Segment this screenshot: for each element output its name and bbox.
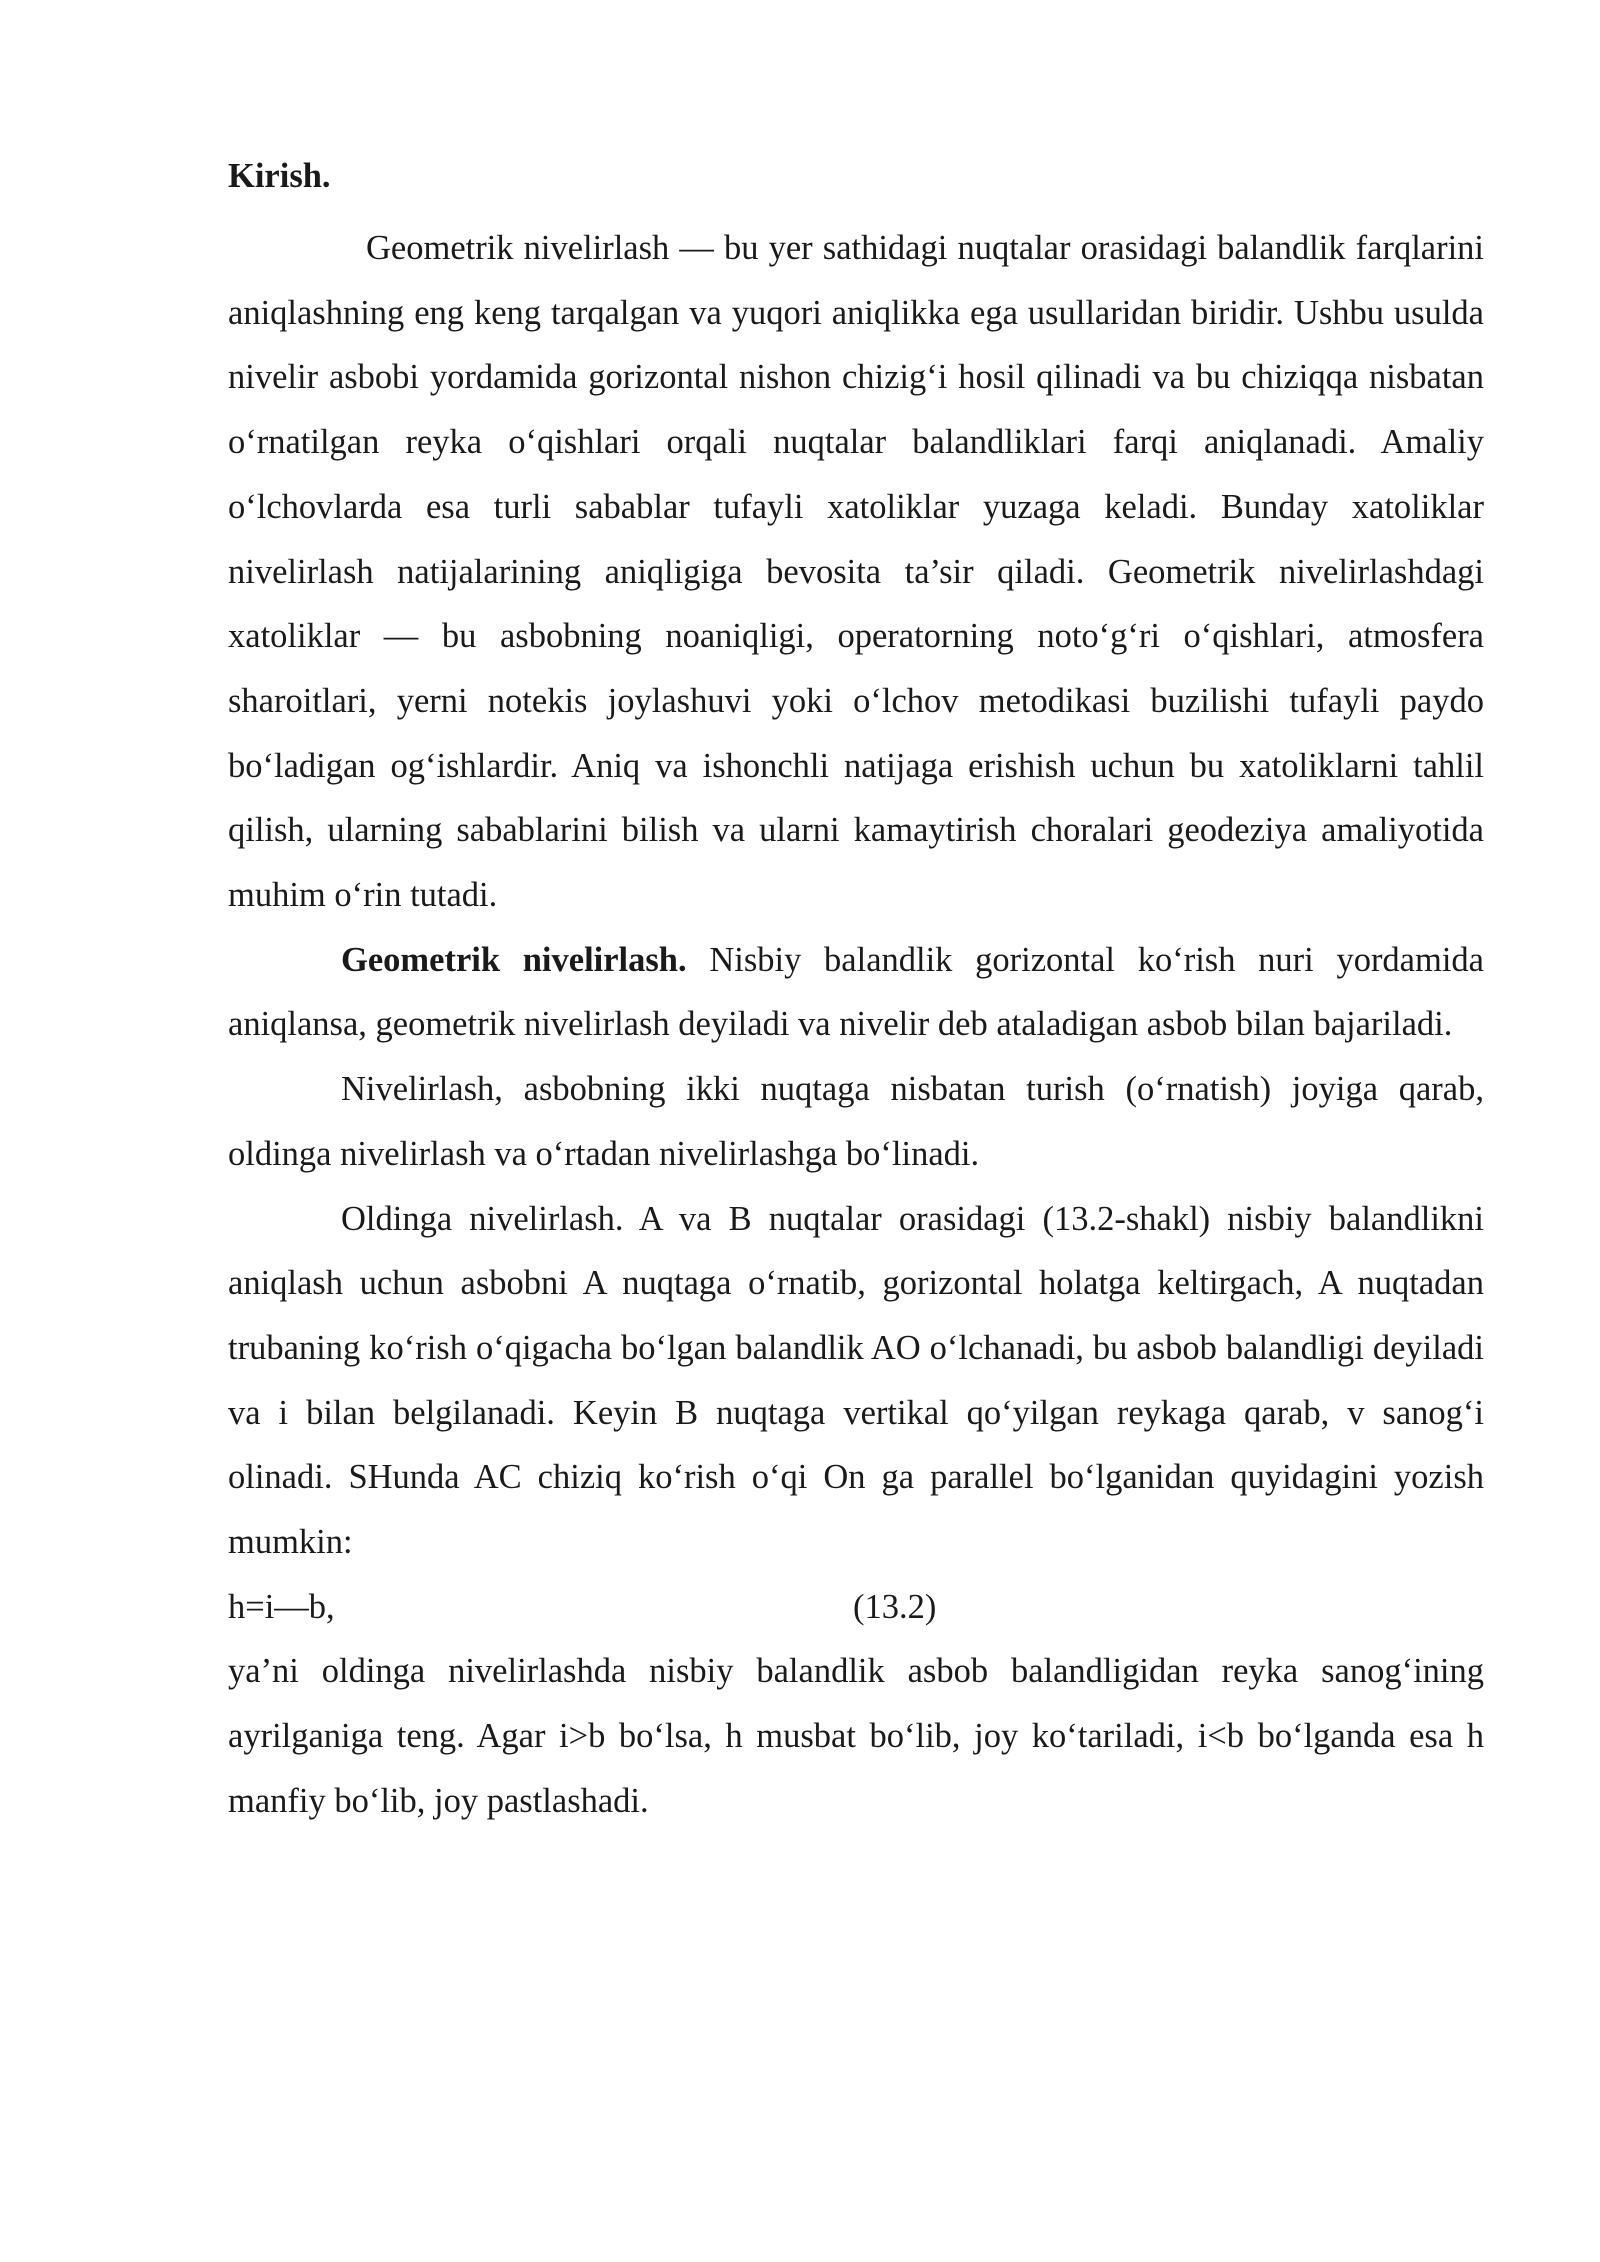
formula-number: (13.2) [853,1587,937,1626]
section-heading: Kirish. [228,157,331,195]
document-page [228,150,1484,1834]
formula-expression: h=i—b, [228,1587,335,1626]
definition-term: Geometrik nivelirlash. [341,940,687,979]
formula-explanation-paragraph: ya’ni oldinga nivelirlashda nisbiy balandlik asbob balandligidan reyka sanog‘ining ayrilganiga teng. Agar i>b bo‘lsa, h musbat bo‘lib, joy ko‘tariladi, i<b bo‘lganda esa h manfiy bo‘lib, joy pastlashadi. [228,1652,1484,1820]
forward-leveling-paragraph: Oldinga nivelirlash. A va B nuqtalar orasidagi (13.2-shakl) nisbiy balandlikni aniqlash uchun asbobni A nuqtaga o‘rnatib, gorizontal holatga keltirgach, A nuqtadan trubaning ko‘rish o‘qigacha bo‘lgan balandlik AO o‘lchanadi, bu asbob balandligi deyiladi va i bilan belgilanadi. Keyin B nuqtaga vertikal qo‘yilgan reykaga qarab, v sanog‘i olinadi. SHunda AC chiziq ko‘rish o‘qi On ga parallel bo‘lganidan quyidagini yozish mumkin: [228,1199,1484,1562]
formula-line [228,1575,1484,1640]
definition-text: Nisbiy balandlik gorizontal ko‘rish nuri yordamida aniqlansa, geometrik nivelirlash deyiladi va nivelir deb ataladigan asbob bilan bajariladi. [228,940,1484,1044]
definition-paragraph [228,928,1484,1057]
intro-paragraph: Geometrik nivelirlash — bu yer sathidagi nuqtalar orasidagi balandlik farqlarini aniqlashning eng keng tarqalgan va yuqori aniqlikka ega usullaridan biridir. Ushbu usulda nivelir asbobi yordamida gorizontal nishon chizig‘i hosil qilinadi va bu chiziqqa nisbatan o‘rnatilgan reyka o‘qishlari orqali nuqtalar balandliklari farqi aniqlanadi. Amaliy o‘lchovlarda esa turli sabablar tufayli xatoliklar yuzaga keladi. Bunday xatoliklar nivelirlash natijalarining aniqligiga bevosita ta’sir qiladi. Geometrik nivelirlashdagi xatoliklar — bu asbobning noaniqligi, operatorning noto‘g‘ri o‘qishlari, atmosfera sharoitlari, yerni notekis joylashuvi yoki o‘lchov metodikasi buzilishi tufayli paydo bo‘ladigan og‘ishlardir. Aniq va ishonchli natijaga erishish uchun bu xatoliklarni tahlil qilish, ularning sabablarini bilish va ularni kamaytirish choralari geodeziya amaliyotida muhim o‘rin tutadi. [228,229,1484,915]
classification-paragraph: Nivelirlash, asbobning ikki nuqtaga nisbatan turish (o‘rnatish) joyiga qarab, oldinga nivelirlash va o‘rtadan nivelirlashga bo‘linadi. [228,1070,1484,1173]
